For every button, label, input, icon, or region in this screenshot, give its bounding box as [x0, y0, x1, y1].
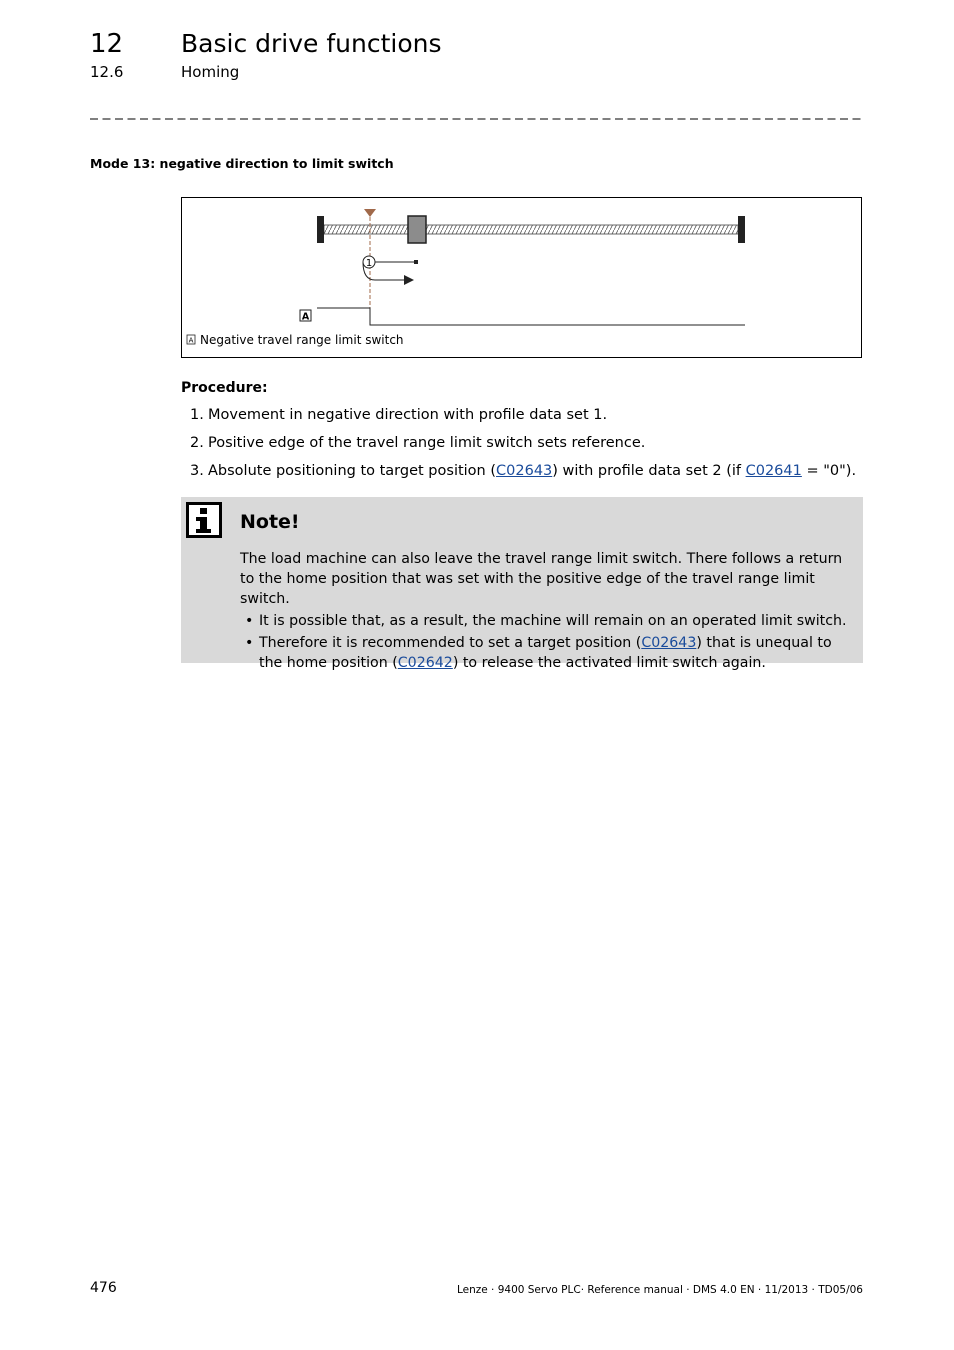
- link-c02643[interactable]: C02643: [496, 463, 553, 479]
- link-c02642[interactable]: C02642: [397, 655, 453, 671]
- legend-key: A: [188, 336, 194, 345]
- bullet-text-mid: ) that is unequal to the home position (: [259, 635, 832, 671]
- marker-a: A: [301, 311, 310, 323]
- note-bullets: [240, 611, 852, 673]
- bullet-text: It is possible that, as a result, the machine will remain on an operated limit switch.: [259, 613, 847, 629]
- step-number: 3.: [190, 463, 204, 479]
- bullet-text-post: ) to release the activated limit switch again.: [452, 655, 766, 671]
- homing-diagram: [181, 197, 862, 358]
- info-icon: [186, 502, 222, 538]
- homing-diagram-graphic: [182, 198, 863, 359]
- list-item: [240, 633, 852, 673]
- chapter-number: 12: [90, 29, 124, 59]
- note-body: [240, 549, 852, 675]
- section-number: 12.6: [90, 63, 124, 81]
- link-c02641[interactable]: C02641: [745, 463, 802, 479]
- footer-text: Lenze · 9400 Servo PLC· Reference manual · DMS 4.0 EN · 11/2013 · TD05/06: [456, 1284, 863, 1296]
- limit-switch-signal: [317, 308, 745, 325]
- procedure-steps: [190, 404, 856, 488]
- list-item: [190, 460, 856, 488]
- mode-heading: Mode 13: negative direction to limit switch: [90, 156, 394, 171]
- carriage: [408, 216, 426, 243]
- note-box: [181, 497, 863, 671]
- arrow-return-head: [404, 275, 414, 285]
- legend-text: Negative travel range limit switch: [200, 333, 404, 347]
- section-title: Homing: [181, 63, 240, 81]
- step-text-post: = "0").: [801, 463, 857, 479]
- step-1-marker-label: 1: [365, 258, 373, 269]
- list-item: [190, 404, 856, 432]
- step-number: 2.: [190, 435, 204, 451]
- bullet-text-pre: Therefore it is recommended to set a target position (: [259, 635, 642, 651]
- reference-marker-icon: [364, 209, 376, 217]
- step-text-mid: ) with profile data set 2 (if: [552, 463, 746, 479]
- step-text: Movement in negative direction with profile data set 1.: [208, 407, 608, 423]
- note-paragraph: The load machine can also leave the travel range limit switch. There follows a return to the home position that was set with the positive edge of the travel range limit switch.: [240, 551, 843, 607]
- header-divider: [90, 107, 862, 123]
- note-title: Note!: [240, 511, 300, 533]
- arrow-negative-end: [414, 260, 418, 264]
- travel-rail: [324, 225, 738, 234]
- procedure-label: Procedure:: [181, 380, 268, 396]
- step-number: 1.: [190, 407, 204, 423]
- page-number: 476: [90, 1280, 117, 1296]
- link-c02643[interactable]: C02643: [641, 635, 697, 651]
- bullet-marker: •: [245, 635, 254, 651]
- right-end-stop: [738, 216, 745, 243]
- bullet-marker: •: [245, 613, 254, 629]
- left-end-stop: [317, 216, 324, 243]
- list-item: [190, 432, 856, 460]
- chapter-title: Basic drive functions: [181, 29, 442, 58]
- header-divider-line: [90, 107, 862, 123]
- step-text: Positive edge of the travel range limit switch sets reference.: [208, 435, 646, 451]
- list-item: [240, 611, 852, 631]
- step-text-pre: Absolute positioning to target position (: [208, 463, 497, 479]
